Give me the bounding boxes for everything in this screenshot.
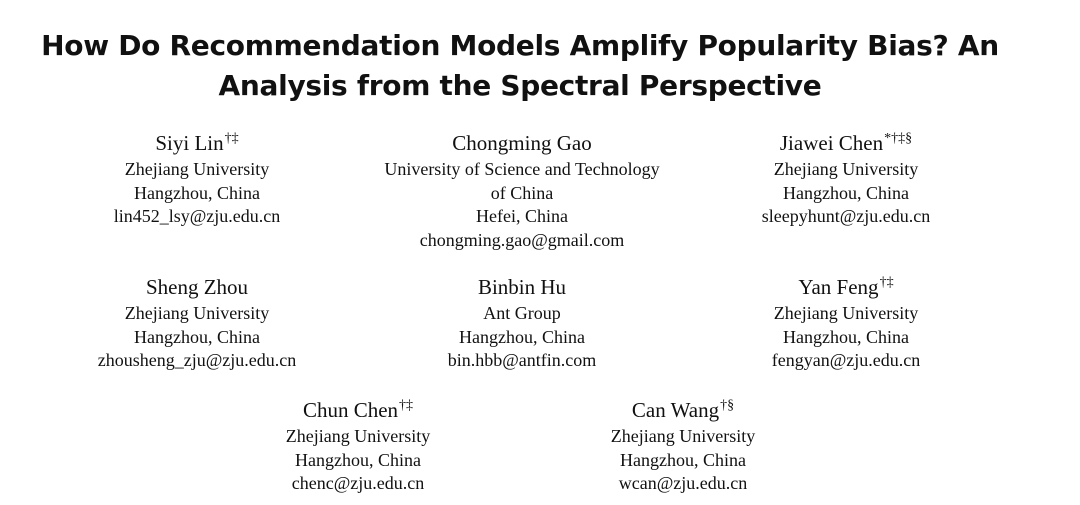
author-name: Can Wang [631,398,720,422]
author-block-chun-chen [286,397,430,496]
author-affiliation: Zhejiang University [773,303,919,323]
author-affiliation: University of Science and Technology [384,159,660,179]
affiliation-marks: †§ [720,398,735,413]
author-location: Hangzhou, China [783,326,909,347]
author-name: Chun Chen [302,398,399,422]
author-affiliation: Zhejiang University [773,159,919,179]
author-block-sheng-zhou [98,274,297,373]
author-affiliation-continued: of China [490,182,554,203]
author-name: Jiawei Chen [779,131,884,155]
author-affiliation: Ant Group [483,303,561,323]
paper-title [0,26,1040,106]
affiliation-marks: †‡ [224,131,239,146]
author-name: Siyi Lin [155,131,224,155]
affiliation-marks: *†‡§ [884,131,913,146]
author-block-chongming-gao [384,130,659,252]
author-block-jiawei-chen [762,130,931,229]
author-affiliation: Zhejiang University [285,426,431,446]
author-block-yan-feng [772,274,921,373]
author-block-siyi-lin [114,130,281,229]
author-email: fengyan@zju.edu.cn [771,350,921,370]
author-block-binbin-hu [448,274,597,373]
author-name: Yan Feng [798,275,879,299]
author-email: lin452_lsy@zju.edu.cn [113,206,281,226]
paper-title-line-1: How Do Recommendation Models Amplify Popularity Bias? An [41,29,999,62]
author-location: Hangzhou, China [134,326,260,347]
author-email: sleepyhunt@zju.edu.cn [761,206,931,226]
affiliation-marks: †‡ [879,275,894,290]
author-location: Hangzhou, China [134,182,260,203]
author-affiliation: Zhejiang University [610,426,756,446]
affiliation-marks: †‡ [399,398,414,413]
author-location: Hangzhou, China [620,449,746,470]
author-name: Chongming Gao [452,131,592,155]
paper-title-line-2: Analysis from the Spectral Perspective [218,69,822,102]
author-location: Hangzhou, China [295,449,421,470]
author-name: Sheng Zhou [145,275,249,299]
author-location: Hangzhou, China [783,182,909,203]
author-location: Hangzhou, China [459,326,585,347]
author-name: Binbin Hu [477,275,567,299]
author-email: bin.hbb@antfin.com [447,350,597,370]
author-email: zhousheng_zju@zju.edu.cn [97,350,297,370]
author-affiliation: Zhejiang University [124,159,270,179]
author-affiliation: Zhejiang University [124,303,270,323]
author-block-can-wang [611,397,755,496]
author-location: Hefei, China [476,206,568,226]
author-email: chenc@zju.edu.cn [291,473,425,493]
author-email: wcan@zju.edu.cn [618,473,748,493]
author-email: chongming.gao@gmail.com [419,229,625,250]
